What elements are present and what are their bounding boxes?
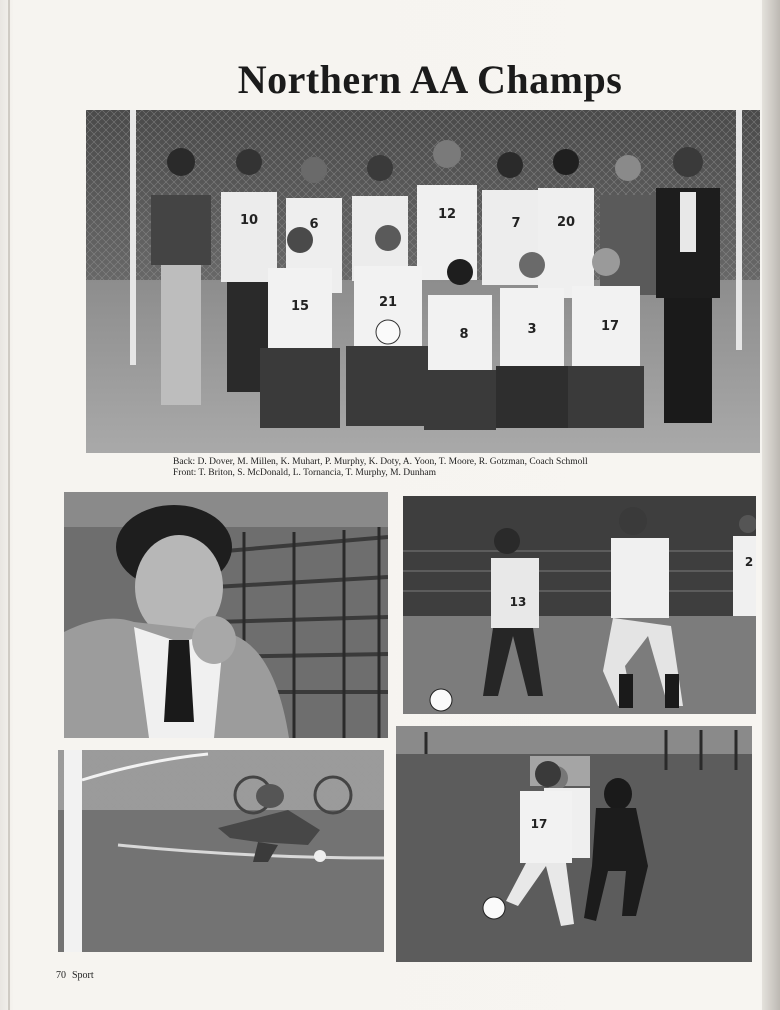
caption-front-row: Front: T. Briton, S. McDonald, L. Tornancia, T. Murphy, M. Dunham: [173, 468, 437, 478]
jersey-number-back-5: 20: [556, 215, 576, 230]
jersey-number-front-4: 3: [527, 322, 537, 337]
jersey-number-front-5: 17: [600, 319, 620, 334]
action-photo-bottom: [396, 726, 752, 962]
jersey-number-2: 2: [744, 555, 754, 569]
coach-photo: [64, 492, 388, 738]
page-right-edge: [762, 0, 780, 1010]
team-photo-caption: [173, 457, 733, 479]
page-number: 70: [56, 970, 66, 981]
jersey-number-back-4: 7: [511, 216, 521, 231]
jersey-number-17: 17: [530, 817, 548, 831]
jersey-number-front-3: 8: [459, 327, 469, 342]
jersey-number-13: 13: [509, 595, 527, 609]
team-photo: [86, 110, 760, 453]
page-title: Northern AA Champs: [237, 57, 623, 102]
jersey-number-back-2: 6: [309, 217, 319, 232]
page-folio: [56, 970, 100, 981]
jersey-number-back-3: 12: [437, 207, 457, 222]
jersey-number-front-2: 21: [378, 295, 398, 310]
goalkeeper-photo: [58, 750, 384, 952]
action-photo-top: [403, 496, 756, 714]
section-name: Sport: [72, 970, 94, 981]
jersey-number-front-1: 15: [290, 299, 310, 314]
page-spine-line: [8, 0, 10, 1010]
jersey-number-back-1: 10: [239, 213, 259, 228]
caption-back-row: Back: D. Dover, M. Millen, K. Muhart, P. Murphy, K. Doty, A. Yoon, T. Moore, R. Gotzman, Coach Schmoll: [173, 457, 588, 467]
